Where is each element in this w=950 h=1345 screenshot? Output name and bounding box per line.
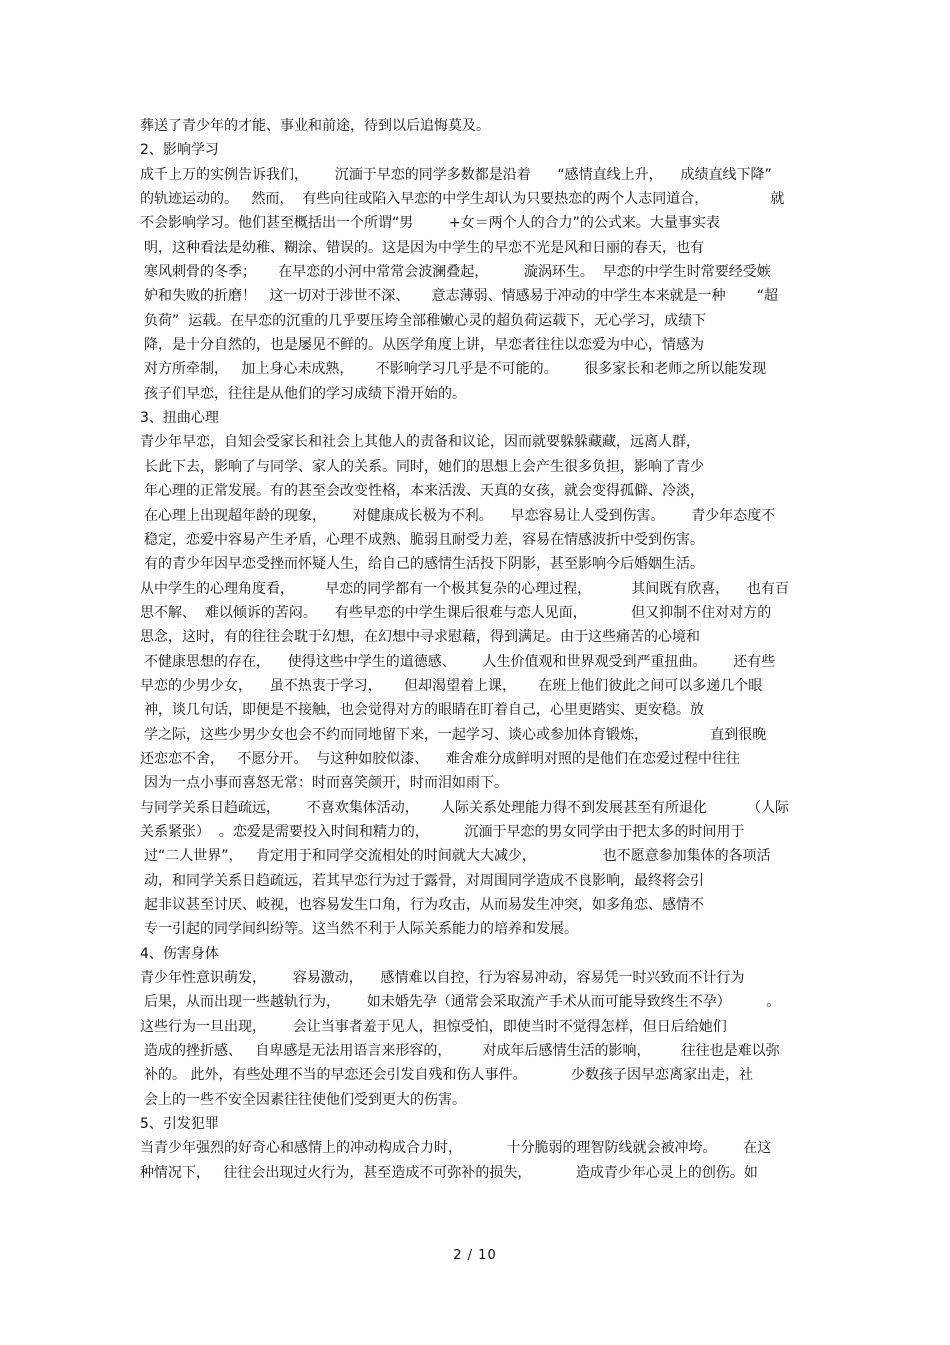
text-line: 关系紧张） 。恋爱是需要投入时间和精力的， 沉湎于早恋的男女同学由于把太多的时间用于 — [140, 823, 745, 840]
text-line: 2、影响学习 — [140, 142, 219, 159]
text-line: 后果，从而出现一些越轨行为， 如未婚先孕（通常会采取流产手术从而可能导致终生不孕） 。 — [144, 994, 781, 1011]
text-line: 明，这种看法是幼稚、糊涂、错误的。这是因为中学生的早恋不光是风和日丽的春天，也有 — [144, 239, 704, 256]
text-line: 有的青少年因早恋受挫而怀疑人生，给自己的感情生活投下阴影，甚至影响今后婚姻生活。 — [144, 556, 704, 573]
text-line: 的轨迹运动的。 然而， 有些向往或陷入早恋的中学生却认为只要热恋的两个人志同道合， 就 — [140, 191, 785, 208]
text-line: 学之际，这些少男少女也会不约而同地留下来，一起学习、谈心或参加体育锻炼， 直到很晚 — [144, 726, 767, 743]
text-line: 思不解、 难以倾诉的苦闷。 有些早恋的中学生课后很难与恋人见面， 但又抑制不住对对方的 — [140, 604, 772, 621]
text-line: 寒风刺骨的冬季； 在早恋的小河中常常会波澜叠起， 漩涡环生。 早恋的中学生时常要经受嫉 — [144, 264, 771, 281]
text-line: 稳定，恋爱中容易产生矛盾，心理不成熟、脆弱且耐受力差，容易在情感波折中受到伤害。 — [144, 531, 704, 548]
text-line: 不会影响学习。他们甚至概括出一个所谓“男 +女＝两个人的合力”的公式来。大量事实表 — [140, 215, 720, 232]
text-line: 4、伤害身体 — [140, 945, 219, 962]
text-line: 孩子们早恋，往往是从他们的学习成绩下滑开始的。 — [144, 385, 466, 402]
text-line: 5、引发犯罪 — [140, 1116, 219, 1133]
text-line: 青少年性意识萌发， 容易激动， 感情难以自控，行为容易冲动，容易凭一时兴致而不计行为 — [140, 970, 745, 987]
text-line: 专一引起的同学间纠纷等。这当然不利于人际关系能力的培养和发展。 — [144, 921, 578, 938]
text-line: 不健康思想的存在， 使得这些中学生的道德感、 人生价值观和世界观受到严重扭曲。 还有些 — [144, 653, 776, 670]
text-line: 对方所牵制， 加上身心未成熟， 不影响学习几乎是不可能的。 很多家长和老师之所以能发现 — [144, 361, 767, 378]
text-line: 妒和失败的折磨！ 这一切对于涉世不深、 意志薄弱、情感易于冲动的中学生本来就是一种 “超 — [144, 288, 779, 305]
text-line: 因为一点小事而喜怒无常：时而喜笑颜开，时而泪如雨下。 — [144, 775, 508, 792]
text-line: 造成的挫折感、 自卑感是无法用语言来形容的， 对成年后感情生活的影响， 往往也是难以弥 — [144, 1043, 780, 1060]
page-number: 2 / 10 — [453, 1248, 497, 1263]
text-line: 早恋的少男少女， 虽不热衷于学习， 但却渴望着上课， 在班上他们彼此之间可以多递几个眼 — [140, 677, 763, 694]
text-line: 3、扭曲心理 — [140, 410, 219, 427]
text-line: 当青少年强烈的好奇心和感情上的冲动构成合力时， 十分脆弱的理智防线就会被冲垮。 在这 — [140, 1140, 772, 1157]
text-line: 思念，这时，有的往往会耽于幻想，在幻想中寻求慰藉，得到满足。由于这些痛苦的心境和 — [140, 629, 700, 646]
text-line: 降，是十分自然的，也是屡见不鲜的。从医学角度上讲，早恋者往往以恋爱为中心，情感为 — [144, 337, 704, 354]
text-line: 补的。 此外，有些处理不当的早恋还会引发自残和伤人事件。 少数孩子因早恋离家出走，社 — [144, 1067, 753, 1084]
text-line: 这些行为一旦出现， 会让当事者羞于见人，担惊受怕，即使当时不觉得怎样，但日后给她们 — [140, 1018, 727, 1035]
text-line: 成千上万的实例告诉我们， 沉湎于早恋的同学多数都是沿着 “感情直线上升， 成绩直线下降” — [140, 166, 772, 183]
text-line: 会上的一些不安全因素往往使他们受到更大的伤害。 — [144, 1091, 466, 1108]
text-line: 从中学生的心理角度看， 早恋的同学都有一个极其复杂的心理过程， 其间既有欣喜， 也有百 — [140, 580, 790, 597]
text-line: 在心理上出现超年龄的现象， 对健康成长极为不利。 早恋容易让人受到伤害。 青少年态度不 — [144, 507, 776, 524]
text-line: 青少年早恋，自知会受家长和社会上其他人的责备和议论，因而就要躲躲藏藏，远离人群， — [140, 434, 700, 451]
text-line: 年心理的正常发展。有的甚至会改变性格，本来活泼、天真的女孩，就会变得孤僻、冷淡， — [144, 483, 704, 500]
text-line: 葬送了青少年的才能、事业和前途，待到以后追悔莫及。 — [140, 118, 490, 134]
text-line: 长此下去，影响了与同学、家人的关系。同时，她们的思想上会产生很多负担，影响了青少 — [144, 458, 704, 475]
text-line: 动，和同学关系日趋疏远，若其早恋行为过于露骨，对周围同学造成不良影响，最终将会引 — [144, 872, 704, 889]
text-line: 与同学关系日趋疏远， 不喜欢集体活动， 人际关系处理能力得不到发展甚至有所退化 （人际 — [140, 799, 790, 816]
text-line: 种情况下， 往往会出现过火行为，甚至造成不可弥补的损失， 造成青少年心灵上的创伤。如 — [140, 1164, 758, 1181]
text-line: 起非议甚至讨厌、岐视，也容易发生口角，行为攻击，从而易发生冲突，如多角恋、感情不 — [144, 897, 704, 913]
text-line: 还恋恋不舍， 不愿分开。 与这种如胶似漆、 难舍难分成鲜明对照的是他们在恋爱过程中往往 — [140, 750, 741, 767]
text-line: 负荷” 运载。在早恋的沉重的几乎要压垮全部稚嫩心灵的超负荷运载下，无心学习，成绩下 — [144, 312, 707, 329]
text-line: 过“二人世界”， 肯定用于和同学交流相处的时间就大大减少， 也不愿意参加集体的各项活 — [144, 848, 771, 865]
body-text — [0, 114, 950, 1185]
text-line: 神，谈几句话，即便是不接触，也会觉得对方的眼睛在盯着自己，心里更踏实、更安稳。放 — [144, 702, 704, 719]
